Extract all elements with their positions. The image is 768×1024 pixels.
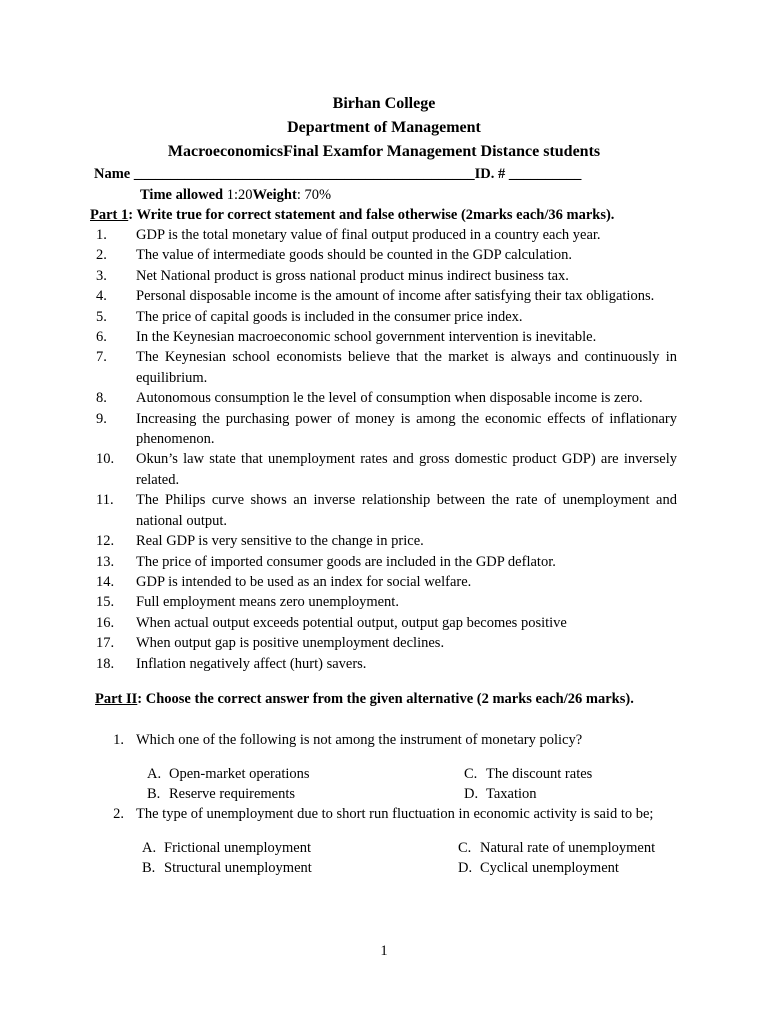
- mcq-1-option-c: [464, 764, 592, 784]
- time-weight-line: [140, 185, 331, 205]
- item-text: The price of imported consumer goods are included in the GDP deflator.: [136, 553, 556, 570]
- item-number: 15.: [96, 594, 115, 611]
- true-false-item: [96, 449, 677, 490]
- true-false-item: [96, 245, 677, 265]
- part2-instruction: : Choose the correct answer from the given alternative (2 marks each/26 marks).: [137, 691, 634, 707]
- true-false-item: [96, 572, 677, 592]
- id-label: ID. #: [474, 166, 509, 182]
- item-text: GDP is the total monetary value of final output produced in a country each year.: [136, 227, 601, 243]
- item-text: In the Keynesian macroeconomic school government intervention is inevitable.: [136, 329, 597, 346]
- item-text: The price of capital goods is included in the consumer price index.: [136, 308, 523, 325]
- time-value: 1:20: [223, 187, 253, 203]
- item-number: 6.: [96, 329, 107, 346]
- true-false-list: [96, 225, 677, 674]
- weight-label: Weight: [252, 187, 297, 203]
- exam-title: MacroeconomicsFinal Examfor Management Distance students: [167, 143, 601, 160]
- option-letter: B.: [147, 786, 161, 802]
- question-number: 1.: [113, 732, 124, 748]
- true-false-item: [96, 490, 677, 531]
- item-number: 8.: [96, 390, 107, 407]
- item-number: 3.: [96, 267, 107, 284]
- item-text: GDP is intended to be used as an index for social welfare.: [136, 573, 472, 590]
- mcq-2-option-a: [142, 838, 311, 858]
- option-text: Cyclical unemployment: [480, 860, 619, 876]
- option-text: Taxation: [486, 786, 537, 802]
- item-number: 10.: [96, 451, 115, 468]
- item-number: 4.: [96, 288, 107, 305]
- item-number: 12.: [96, 533, 115, 550]
- true-false-item: [96, 552, 677, 572]
- true-false-item: [96, 307, 677, 327]
- true-false-item: [96, 409, 677, 450]
- college-name: Birhan College: [332, 95, 436, 112]
- option-letter: A.: [142, 840, 157, 856]
- item-text: Autonomous consumption le the level of consumption when disposable income is zero.: [136, 390, 643, 407]
- item-text: Full employment means zero unemployment.: [136, 594, 399, 611]
- option-letter: B.: [142, 860, 156, 876]
- item-number: 14.: [96, 573, 115, 590]
- item-number: 16.: [96, 614, 115, 631]
- mcq-2-option-c: [458, 838, 655, 858]
- true-false-item: [96, 613, 677, 633]
- page-number: 1: [380, 943, 388, 959]
- mcq-2-option-b: [142, 858, 312, 878]
- option-text: Structural unemployment: [164, 860, 312, 876]
- question-text: Which one of the following is not among the instrument of monetary policy?: [136, 732, 583, 748]
- item-number: 13.: [96, 553, 115, 570]
- option-letter: A.: [147, 766, 162, 782]
- option-text: Open-market operations: [169, 766, 310, 782]
- item-number: 7.: [96, 349, 107, 366]
- mcq-1-option-b: [147, 784, 295, 804]
- id-blank: __________: [508, 166, 582, 182]
- option-text: Natural rate of unemployment: [480, 840, 656, 856]
- true-false-item: [96, 654, 677, 674]
- true-false-item: [96, 592, 677, 612]
- time-label: Time allowed: [140, 187, 224, 203]
- true-false-item: [96, 225, 677, 245]
- true-false-item: [96, 531, 677, 551]
- option-letter: C.: [464, 766, 478, 782]
- item-text: Personal disposable income is the amount of income after satisfying their tax obligations.: [136, 288, 655, 305]
- item-number: 9.: [96, 410, 107, 427]
- item-text: Net National product is gross national product minus indirect business tax.: [136, 267, 569, 284]
- part2-heading: [95, 689, 634, 709]
- item-text: Inflation negatively affect (hurt) savers.: [136, 655, 367, 672]
- item-text: Increasing the purchasing power of money is among the economic effects of inflationary phenomenon.: [136, 410, 677, 448]
- option-text: The discount rates: [486, 766, 593, 782]
- option-letter: D.: [464, 786, 479, 802]
- option-letter: C.: [458, 840, 472, 856]
- item-text: Real GDP is very sensitive to the change in price.: [136, 533, 424, 550]
- name-id-line: [94, 164, 581, 184]
- question-number: 2.: [113, 806, 124, 822]
- item-number: 5.: [96, 308, 107, 325]
- option-letter: D.: [458, 860, 473, 876]
- item-number: 2.: [96, 247, 107, 264]
- true-false-item: [96, 347, 677, 388]
- weight-value: : 70%: [296, 187, 332, 203]
- mcq-1-option-d: [464, 784, 537, 804]
- option-text: Reserve requirements: [169, 786, 296, 802]
- true-false-item: [96, 633, 677, 653]
- mcq-2-option-d: [458, 858, 619, 878]
- part1-label: Part 1: [90, 207, 129, 223]
- department-name: Department of Management: [287, 119, 481, 136]
- item-text: The value of intermediate goods should be counted in the GDP calculation.: [136, 247, 572, 264]
- name-label: Name: [94, 166, 134, 182]
- part1-instruction: : Write true for correct statement and false otherwise (2marks each/36 marks).: [128, 207, 615, 223]
- part2-label: Part II: [95, 691, 138, 707]
- question-text: The type of unemployment due to short run fluctuation in economic activity is said to be;: [136, 806, 654, 822]
- item-text: The Keynesian school economists believe that the market is always and continuously in equilibrium.: [136, 349, 677, 386]
- item-number: 17.: [96, 635, 115, 652]
- true-false-item: [96, 266, 677, 286]
- item-text: When output gap is positive unemployment declines.: [136, 635, 445, 652]
- part1-heading: [90, 205, 614, 225]
- true-false-item: [96, 327, 677, 347]
- option-text: Frictional unemployment: [164, 840, 311, 856]
- item-number: 18.: [96, 655, 115, 672]
- name-blank: _______________________________________________: [133, 166, 475, 182]
- mcq-1-option-a: [147, 764, 310, 784]
- item-text: The Philips curve shows an inverse relationship between the rate of unemployment and national output.: [136, 492, 677, 529]
- true-false-item: [96, 286, 677, 306]
- true-false-item: [96, 388, 677, 408]
- item-number: 11.: [96, 492, 114, 509]
- item-number: 1.: [96, 227, 107, 243]
- item-text: Okun’s law state that unemployment rates and gross domestic product GDP) are inversely related.: [136, 451, 677, 488]
- item-text: When actual output exceeds potential output, output gap becomes positive: [136, 614, 567, 631]
